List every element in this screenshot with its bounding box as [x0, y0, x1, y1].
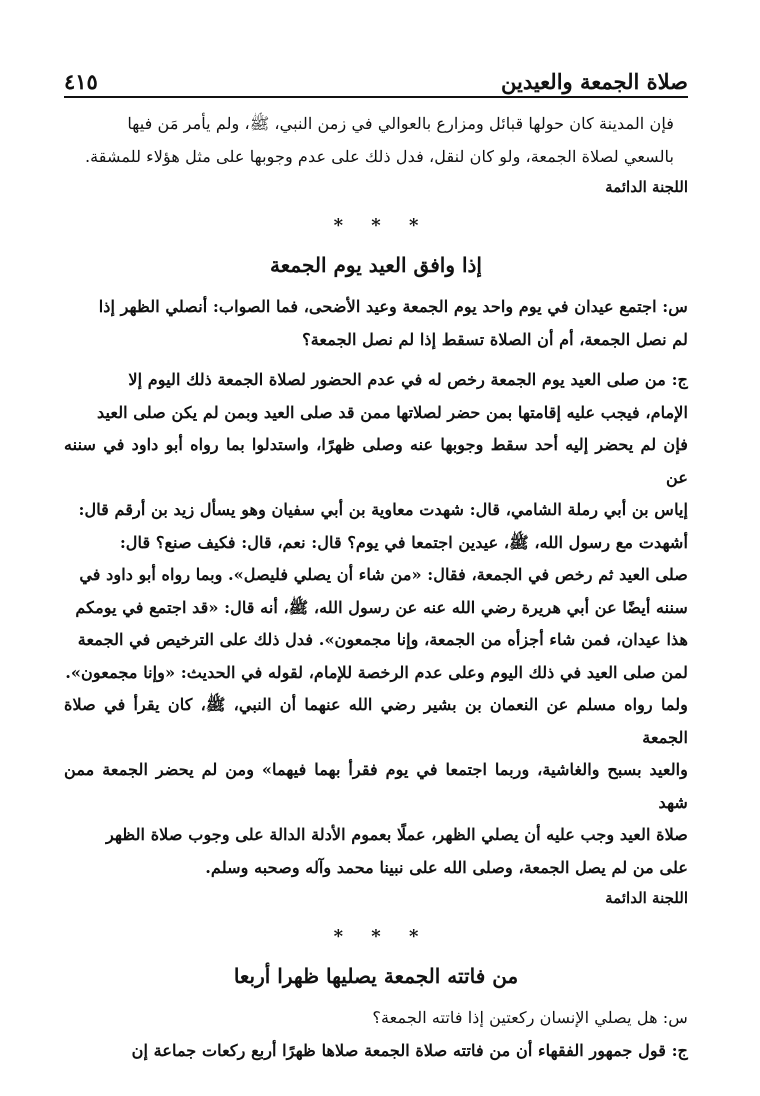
page-header — [64, 62, 688, 98]
answer-line: فإن لم يحضر إليه أحد سقط وجوبها عنه وصلى ظهرًا، واستدلوا بما رواه أبو داود في سننه عن — [64, 435, 688, 487]
answer-line: صلى العيد ثم رخص في الجمعة، فقال: «من شاء أن يصلي فليصل». وبما رواه أبو داود في — [79, 565, 688, 584]
text-line: بالسعي لصلاة الجمعة، ولو كان لنقل، فدل ذلك على عدم وجوبها على مثل هؤلاء للمشقة. — [84, 146, 674, 166]
answer-line: ولما رواه مسلم عن النعمان بن بشير رضي الله عنهما أن النبي، ﷺ، كان يقرأ في صلاة الجمعة — [64, 695, 688, 747]
answer-line: ج: قول جمهور الفقهاء أن من فاتته صلاة الجمعة صلاها ظهرًا أربع ركعات جماعة إن — [131, 1040, 688, 1060]
page-number: ٤١٥ — [64, 69, 98, 94]
answer-line: ج: من صلى العيد يوم الجمعة رخص له في عدم الحضور لصلاة الجمعة ذلك اليوم إلا — [128, 370, 688, 389]
section-title: إذا وافق العيد يوم الجمعة — [270, 253, 482, 277]
running-title: صلاة الجمعة والعيدين — [500, 69, 688, 94]
answer-line: والعيد بسبح والغاشية، وربما اجتمعا في يوم فقرأ بهما فيهما» ومن لم يحضر الجمعة ممن شهد — [64, 760, 688, 812]
answer-line: إياس بن أبي رملة الشامي، قال: شهدت معاوية بن أبي سفيان وهو يسأل زيد بن أرقم قال: — [78, 500, 688, 519]
answer-block — [64, 364, 688, 884]
signature: اللجنة الدائمة — [605, 178, 688, 196]
intro-paragraph — [64, 108, 688, 173]
answer-line: صلاة العيد وجب عليه أن يصلي الظهر، عملًا بعموم الأدلة الدالة على وجوب صلاة الظهر — [105, 825, 688, 844]
answer-line: سننه أيضًا عن أبي هريرة رضي الله عنه عن رسول الله، ﷺ، أنه قال: «قد اجتمع في يومكم — [75, 597, 688, 617]
text-line: فإن المدينة كان حولها قبائل ومزارع بالعوالي في زمن النبي، ﷺ، ولم يأمر مَن فيها — [127, 114, 674, 133]
separator-stars: * * * — [333, 926, 419, 947]
question-line: س: هل يصلي الإنسان ركعتين إذا فاتته الجمعة؟ — [372, 1008, 688, 1027]
answer-line: على من لم يصل الجمعة، وصلى الله على نبينا محمد وآله وصحبه وسلم. — [205, 857, 688, 877]
question-block — [64, 291, 688, 356]
section-title: من فاتته الجمعة يصليها ظهرا أربعا — [233, 964, 519, 988]
answer-line: الإمام، فيجب عليه إقامتها بمن حضر لصلاتها ممن قد صلى العيد وبمن لم يكن صلى العيد — [97, 402, 688, 422]
signature: اللجنة الدائمة — [605, 889, 688, 907]
answer-block — [64, 1035, 688, 1068]
answer-line: أشهدت مع رسول الله، ﷺ، عيدين اجتمعا في يوم؟ قال: نعم، قال: فكيف صنع؟ قال: — [119, 532, 688, 552]
separator-stars: * * * — [333, 215, 419, 236]
question-line: لم نصل الجمعة، أم أن الصلاة تسقط إذا لم نصل الجمعة؟ — [302, 329, 688, 349]
question-line: س: اجتمع عيدان في يوم واحد يوم الجمعة وعيد الأضحى، فما الصواب: أنصلي الظهر إذا — [98, 297, 688, 316]
answer-line: لمن صلى العيد في ذلك اليوم وعلى عدم الرخصة للإمام، لقوله في الحديث: «وإنا مجمعون». — [65, 662, 688, 682]
answer-line: هذا عيدان، فمن شاء أجزأه من الجمعة، وإنا مجمعون». فدل ذلك على الترخيص في الجمعة — [77, 630, 688, 649]
question-block — [64, 1002, 688, 1035]
